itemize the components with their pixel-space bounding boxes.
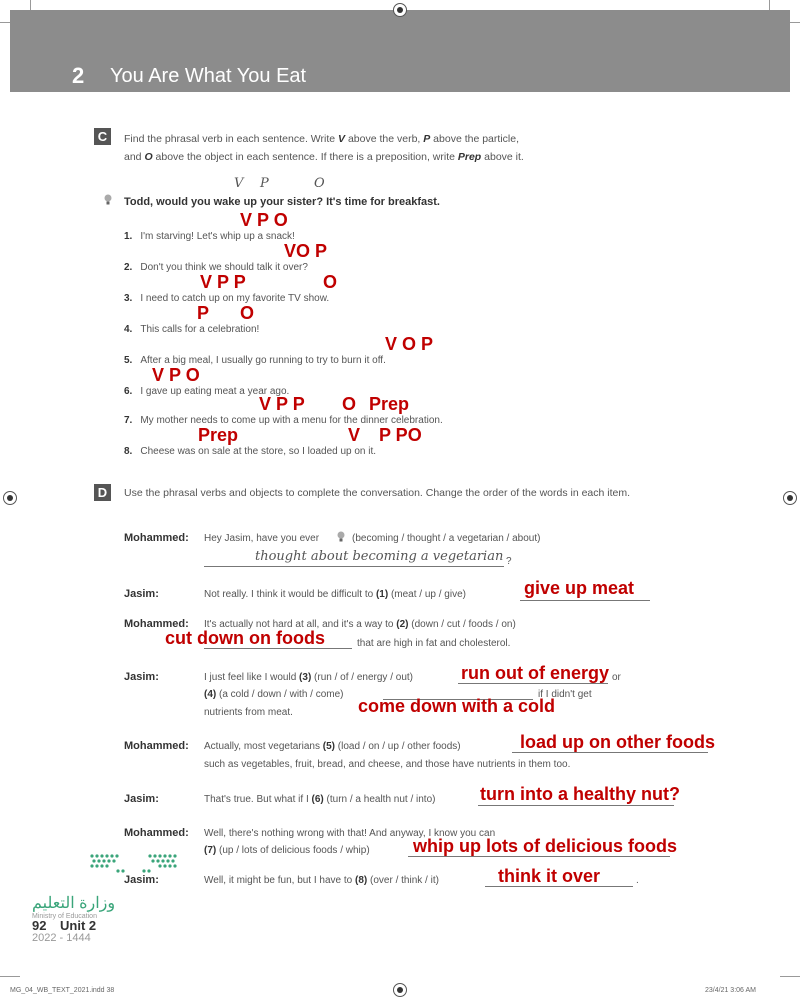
answer-marks-7c: Prep <box>369 394 410 414</box>
lightbulb-icon <box>104 194 112 206</box>
dialogue-line: Well, there's nothing wrong with that! And anyway, I know you can <box>204 828 496 839</box>
list-item: 1. I'm starving! Let's whip up a snack! <box>124 231 295 242</box>
answer-2: cut down on foods <box>165 628 325 648</box>
dialogue-line: (7) (up / lots of delicious foods / whip) <box>204 845 370 856</box>
list-item: 8. Cheese was on sale at the store, so I loaded up on it. <box>124 446 377 457</box>
example-answer: thought about becoming a vegetarian <box>255 549 504 564</box>
example-mark-p: P <box>260 176 269 191</box>
answer-line <box>458 683 608 684</box>
answer-line <box>520 600 650 601</box>
dialogue-line: (4) (a cold / down / with / come) <box>204 689 344 700</box>
section-d-label: D <box>94 484 111 501</box>
dialogue-line: Hey Jasim, have you ever <box>204 533 320 544</box>
print-date: 23/4/21 3:06 AM <box>705 987 756 994</box>
speaker-mohammed: Mohammed: <box>124 740 189 752</box>
answer-line <box>478 805 674 806</box>
page-header <box>10 10 790 92</box>
answer-marks-5: V O P <box>385 334 434 354</box>
answer-marks-3: V P P <box>200 272 246 292</box>
speaker-jasim: Jasim: <box>124 874 159 886</box>
file-name: MG_04_WB_TEXT_2021.indd 38 <box>10 987 115 994</box>
answer-6: turn into a healthy nut? <box>480 784 680 804</box>
list-item: 6. I gave up eating meat a year ago. <box>124 386 290 397</box>
dialogue-line: if I didn't get <box>538 689 592 700</box>
dialogue-prompt: (becoming / thought / a vegetarian / about) <box>352 533 541 544</box>
section-c-label: C <box>94 128 111 145</box>
answer-5: load up on other foods <box>520 732 715 752</box>
ministry-logo-icon <box>88 852 180 874</box>
list-item: 4. This calls for a celebration! <box>124 324 260 335</box>
dialogue-line: I just feel like I would (3) (run / of / energy / out) <box>204 672 413 683</box>
example-mark-v: V <box>234 176 244 191</box>
ministry-name-en: Ministry of Education <box>32 913 97 920</box>
answer-8: think it over <box>498 866 601 886</box>
ministry-name-ar: وزارة التعليم <box>32 895 116 912</box>
speaker-mohammed: Mohammed: <box>124 618 189 630</box>
section-d-instruction: Use the phrasal verbs and objects to complete the conversation. Change the order of the words in each item. <box>124 487 631 499</box>
registration-mark-icon <box>393 3 407 17</box>
lightbulb-icon <box>337 531 345 543</box>
page-title: You Are What You Eat <box>110 65 307 87</box>
answer-line <box>485 886 633 887</box>
speaker-mohammed: Mohammed: <box>124 532 189 544</box>
dialogue-line: such as vegetables, fruit, bread, and cheese, and those have nutrients in them too. <box>204 759 571 770</box>
line-end: ? <box>506 556 512 567</box>
crop-mark <box>780 976 800 977</box>
dialogue-line: nutrients from meat. <box>204 707 293 718</box>
page-number: 92 <box>32 918 47 933</box>
answer-line <box>204 566 504 567</box>
answer-line <box>512 752 708 753</box>
unit-number: 2 <box>72 63 85 88</box>
list-item: 5. After a big meal, I usually go running to try to burn it off. <box>124 355 386 366</box>
example-mark-o: O <box>314 176 325 191</box>
section-c-instruction: Find the phrasal verb in each sentence. Write V above the verb, P above the particle, and O above the object in each sentence. If there is a preposition, write Prep above it. <box>124 133 524 163</box>
dialogue-line: that are high in fat and cholesterol. <box>357 638 511 649</box>
list-item: 3. I need to catch up on my favorite TV show. <box>124 293 330 304</box>
registration-mark-icon <box>3 491 17 505</box>
answer-marks-7b: O <box>342 394 357 414</box>
answer-3: run out of energy <box>461 663 609 683</box>
answer-marks-6: V P O <box>152 365 200 385</box>
answer-marks-2: VO P <box>284 241 328 261</box>
answer-marks-7: V P P <box>259 394 305 414</box>
answer-marks-8c: P PO <box>379 425 422 445</box>
dialogue-line: Well, it might be fun, but I have to (8) (over / think / it) <box>204 875 439 886</box>
dialogue-line: or <box>612 672 621 683</box>
dialogue-line: Actually, most vegetarians (5) (load / on / up / other foods) <box>204 741 461 752</box>
registration-mark-icon <box>393 983 407 997</box>
dialogue-line: It's actually not hard at all, and it's a way to (2) (down / cut / foods / on) <box>204 619 516 630</box>
answer-line <box>204 648 352 649</box>
unit-label: Unit 2 <box>60 918 97 933</box>
speaker-mohammed: Mohammed: <box>124 827 189 839</box>
list-item: 7. My mother needs to come up with a menu for the dinner celebration. <box>124 415 443 426</box>
line-end: . <box>636 875 639 886</box>
speaker-jasim: Jasim: <box>124 793 159 805</box>
crop-mark <box>0 976 20 977</box>
dialogue-line: That's true. But what if I (6) (turn / a health nut / into) <box>204 794 436 805</box>
answer-7: whip up lots of delicious foods <box>413 836 677 856</box>
answer-4: come down with a cold <box>358 696 556 716</box>
answer-marks-8b: V <box>348 425 361 445</box>
answer-marks-3b: O <box>323 272 338 292</box>
registration-mark-icon <box>783 491 797 505</box>
example-sentence: Todd, would you wake up your sister? It's time for breakfast. <box>124 196 440 208</box>
dialogue-line: Not really. I think it would be difficult to (1) (meat / up / give) <box>204 589 466 600</box>
answer-marks-4: P <box>197 303 210 323</box>
speaker-jasim: Jasim: <box>124 588 159 600</box>
answer-marks-8: Prep <box>198 425 239 445</box>
answer-line <box>408 856 670 857</box>
answer-marks-4b: O <box>240 303 255 323</box>
answer-marks-1: V P O <box>240 210 288 230</box>
list-item: 2. Don't you think we should talk it over? <box>124 262 308 273</box>
edition-year: 2022 - 1444 <box>32 932 91 944</box>
answer-1: give up meat <box>524 578 635 598</box>
speaker-jasim: Jasim: <box>124 671 159 683</box>
